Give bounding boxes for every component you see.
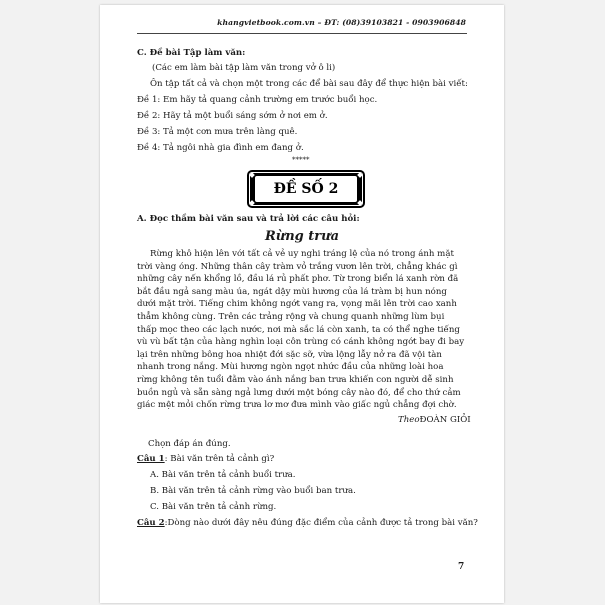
story-line: vù vù bất tận của hàng nghìn loại côn trùng có cánh không ngớt bay đi bay: [137, 337, 465, 348]
exam-number-badge: [247, 170, 365, 208]
separator-stars: *****: [292, 156, 310, 164]
question-1-text: : Bài văn trên tả cảnh gì?: [164, 454, 275, 464]
question-1-option-c: C. Bài văn trên tả cảnh rừng.: [150, 502, 277, 512]
story-line: Rừng khô hiện lên với tất cả vẻ uy nghi tráng lệ của nó trong ánh mặt: [150, 249, 454, 259]
story-line: rừng không tên tuổi đằm vào ánh nắng ban trưa khiến con người dễ sinh: [137, 374, 454, 385]
attribution-prefix: Theo: [398, 415, 420, 425]
header-separator: –: [314, 18, 325, 27]
story-line: dưới mặt trời. Tiếng chim không ngớt vang ra, vọng mãi lên trời cao xanh: [137, 299, 457, 310]
badge-label: ĐỀ SỐ 2: [255, 176, 357, 202]
header-rule: [137, 33, 467, 34]
header-phone: ĐT: (08)39103821 - 0903906848: [324, 18, 466, 27]
story-line: trời vàng óng. Những thân cây tràm vỏ trắng vươn lên trời, chẳng khác gì: [137, 261, 458, 272]
attribution-author: ĐOÀN GIỎI: [419, 415, 471, 425]
section-c-intro: Ôn tập tất cả và chọn một trong các để bài sau đây để thực hiện bài viết:: [150, 79, 468, 89]
page-header: [190, 18, 466, 27]
question-2: [137, 517, 478, 529]
story-line: nhanh trong nắng. Mùi hương ngòn ngọt nhức đầu của những loài hoa: [137, 362, 444, 373]
topic-2: Đề 2: Hãy tả một buổi sáng sớm ở nơi em ở.: [137, 111, 328, 121]
story-line: lại trên những bông hoa nhiệt đới sặc sỡ, vừa lộng lẫy nở ra đã vội tàn: [137, 349, 442, 360]
story-line: giác mệt mỏi chốn rừng trưa lơ mơ đưa mình vào giấc ngủ chẳng đợi chờ.: [137, 400, 457, 411]
question-instruction: Chọn đáp án đúng.: [148, 439, 231, 449]
topic-4: Đề 4: Tả ngôi nhà gia đình em đang ở.: [137, 143, 304, 153]
story-line: bắt đầu ngả sang màu úa, ngát dậy mùi hương của lá tràm bị hun nóng: [137, 286, 447, 297]
question-2-label: Câu 2: [137, 518, 165, 528]
section-a-heading: A. Đọc thầm bài văn sau và trả lời các câu hỏi:: [137, 214, 360, 224]
section-c-note: (Các em làm bài tập làm văn trong vở ô li): [152, 63, 336, 73]
story-line: những cây nến khổng lồ, đầu lá rủ phất phơ. Từ trong biển lá xanh rờn đã: [137, 274, 459, 285]
story-line: thấp mọc theo các lạch nước, nơi mà sắc lá còn xanh, ta có thể nghe tiếng: [137, 324, 460, 335]
question-1-label: Câu 1: [137, 454, 165, 464]
story-line: buồn ngủ và sẵn sàng ngả lưng dưới một bóng cây nào đó, để cho thứ cảm: [137, 387, 461, 398]
page-number: 7: [458, 562, 465, 572]
question-1: [137, 453, 274, 465]
story-paragraph: [137, 248, 467, 412]
question-1-option-b: B. Bài văn trên tả cảnh rừng vào buổi ban trưa.: [150, 486, 356, 496]
header-site: khangvietbook.com.vn: [217, 18, 315, 27]
topic-3: Đề 3: Tả một cơn mưa trên làng quê.: [137, 127, 298, 137]
story-line: thẳm không cùng. Trên các trảng rộng và chung quanh những lùm bụi: [137, 311, 445, 322]
story-title: Rừng trưa: [264, 229, 340, 244]
question-1-option-a: A. Bài văn trên tả cảnh buổi trưa.: [150, 470, 296, 480]
attribution: [398, 414, 471, 426]
question-2-text: :Dòng nào dưới đây nêu đúng đặc điểm của cảnh được tả trong bài văn?: [164, 518, 478, 528]
section-c-heading: C. Đề bài Tập làm văn:: [137, 48, 246, 58]
topic-1: Đề 1: Em hãy tả quang cảnh trường em trước buổi học.: [137, 95, 378, 105]
